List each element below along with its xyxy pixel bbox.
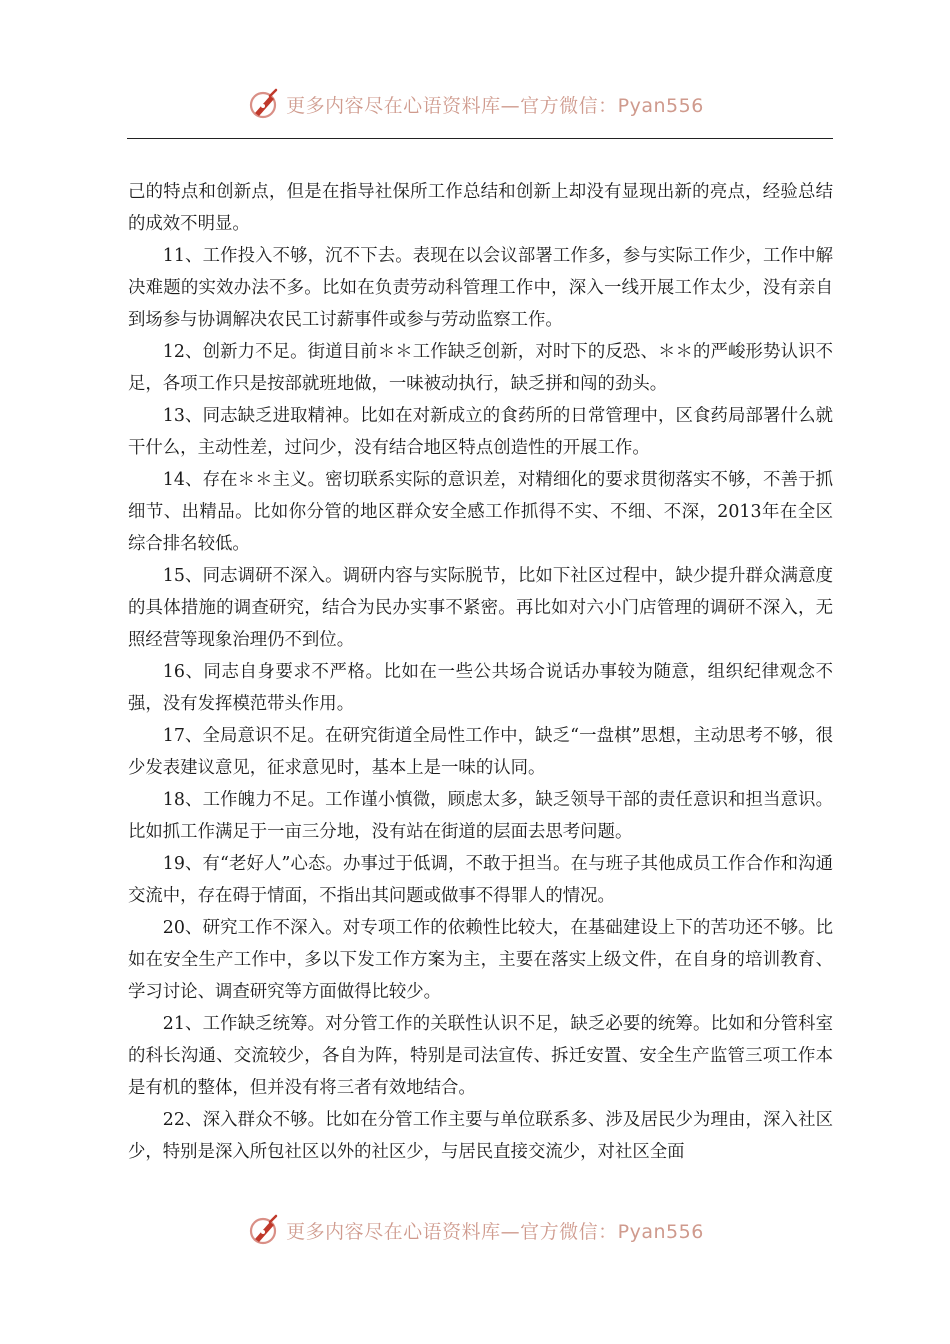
footer-banner-text: 更多内容尽在心语资料库—官方微信：Pyan556 — [286, 1220, 704, 1243]
header-banner-text: 更多内容尽在心语资料库—官方微信：Pyan556 — [286, 94, 704, 117]
paragraph-item-11: 11、工作投入不够，沉不下去。表现在以会议部署工作多，参与实际工作少，工作中解决难题的实效办法不多。比如在负责劳动科管理工作中，深入一线开展工作太少，没有亲自到场参与协调解决农民工讨薪事件或参与劳动监察工作。 — [128, 246, 833, 330]
paragraph-item-17: 17、全局意识不足。在研究街道全局性工作中，缺乏“一盘棋”思想，主动思考不够，很少发表建议意见，征求意见时，基本上是一味的认同。 — [128, 726, 833, 778]
paragraph-item-15: 15、同志调研不深入。调研内容与实际脱节，比如下社区过程中，缺少提升群众满意度的具体措施的调查研究，结合为民办实事不紧密。再比如对六小门店管理的调研不深入，无照经营等现象治理仍不到位。 — [128, 566, 833, 650]
pen-nib-icon — [246, 1212, 282, 1248]
pen-nib-icon — [246, 86, 282, 122]
paragraph-continued: 己的特点和创新点，但是在指导社保所工作总结和创新上却没有显现出新的亮点，经验总结的成效不明显。 — [128, 182, 833, 234]
paragraph-item-22: 22、深入群众不够。比如在分管工作主要与单位联系多、涉及居民少为理由，深入社区少，特别是深入所包社区以外的社区少，与居民直接交流少，对社区全面 — [128, 1110, 833, 1162]
paragraph-item-12: 12、创新力不足。街道目前＊＊工作缺乏创新，对时下的反恐、＊＊的严峻形势认识不足，各项工作只是按部就班地做，一味被动执行，缺乏拼和闯的劲头。 — [128, 342, 833, 394]
paragraph-item-20: 20、研究工作不深入。对专项工作的依赖性比较大，在基础建设上下的苦功还不够。比如在安全生产工作中，多以下发工作方案为主，主要在落实上级文件，在自身的培训教育、学习讨论、调查研究等方面做得比较少。 — [128, 918, 833, 1002]
paragraph-item-19: 19、有“老好人”心态。办事过于低调，不敢于担当。在与班子其他成员工作合作和沟通交流中，存在碍于情面，不指出其问题或做事不得罪人的情况。 — [128, 854, 833, 906]
paragraph-item-18: 18、工作魄力不足。工作谨小慎微，顾虑太多，缺乏领导干部的责任意识和担当意识。比如抓工作满足于一亩三分地，没有站在街道的层面去思考问题。 — [128, 790, 833, 842]
paragraph-item-14: 14、存在＊＊主义。密切联系实际的意识差，对精细化的要求贯彻落实不够，不善于抓细节、出精品。比如你分管的地区群众安全感工作抓得不实、不细、不深，2013年在全区综合排名较低。 — [128, 470, 833, 554]
footer-banner — [0, 1210, 950, 1250]
header-divider — [127, 138, 833, 139]
document-body — [128, 176, 833, 1168]
paragraph-item-13: 13、同志缺乏进取精神。比如在对新成立的食药所的日常管理中，区食药局部署什么就干什么，主动性差，过问少，没有结合地区特点创造性的开展工作。 — [128, 406, 833, 458]
paragraph-item-16: 16、同志自身要求不严格。比如在一些公共场合说话办事较为随意，组织纪律观念不强，没有发挥模范带头作用。 — [128, 662, 833, 714]
header-banner — [0, 84, 950, 124]
paragraph-item-21: 21、工作缺乏统筹。对分管工作的关联性认识不足，缺乏必要的统筹。比如和分管科室的科长沟通、交流较少，各自为阵，特别是司法宣传、拆迁安置、安全生产监管三项工作本是有机的整体，但并没有将三者有效地结合。 — [128, 1014, 833, 1098]
